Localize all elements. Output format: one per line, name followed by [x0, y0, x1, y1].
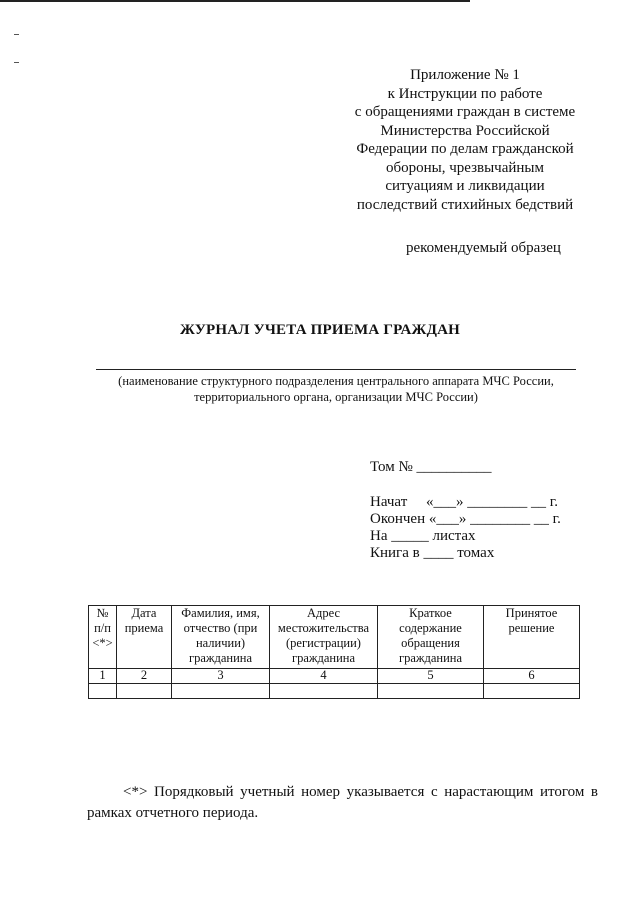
scan-mark [14, 62, 19, 63]
empty-cell [117, 684, 172, 699]
header-address: Адрес местожительства (регистрации) гражданина [270, 606, 378, 669]
empty-row [89, 684, 580, 699]
column-number: 6 [484, 669, 580, 684]
appendix-line: Приложение № 1 [410, 67, 520, 83]
empty-cell [484, 684, 580, 699]
appendix-header [330, 66, 600, 214]
journal-table [88, 605, 580, 699]
sheet-count: На _____ листах [370, 528, 476, 544]
volume-count: Книга в ____ томах [370, 545, 495, 561]
scan-mark [14, 34, 19, 35]
empty-cell [378, 684, 484, 699]
appendix-line: ситуациям и ликвидации [385, 178, 545, 194]
caption-line: (наименование структурного подразделения центрального аппарата МЧС России, [118, 374, 554, 388]
organization-name-caption [96, 373, 576, 405]
column-number: 4 [270, 669, 378, 684]
header-date: Дата приема [117, 606, 172, 669]
appendix-line: обороны, чрезвычайным [385, 159, 545, 176]
sample-note: рекомендуемый образец [406, 240, 561, 256]
header-full-name: Фамилия, имя, отчество (при наличии) гражданина [172, 606, 270, 669]
volume-number: Том № __________ [370, 459, 492, 475]
organization-name-line [96, 369, 576, 370]
appendix-line: Министерства Российской [380, 122, 550, 139]
appendix-line: последствий стихийных бедствий [356, 196, 574, 213]
appendix-line: с обращениями граждан в системе [354, 104, 576, 120]
header-number: № п/п <*> [89, 606, 117, 669]
column-number: 1 [89, 669, 117, 684]
start-date: Начат «___» ________ __ г. [370, 494, 558, 510]
end-date: Окончен «___» ________ __ г. [370, 511, 561, 527]
column-number-row [89, 669, 580, 684]
footnote: <*> Порядковый учетный номер указывается с нарастающим итогом в рамках отчетного периода. [87, 784, 598, 821]
header-summary: Краткое содержание обращения гражданина [378, 606, 484, 669]
empty-cell [270, 684, 378, 699]
column-number: 2 [117, 669, 172, 684]
document-title: ЖУРНАЛ УЧЕТА ПРИЕМА ГРАЖДАН [180, 322, 460, 338]
caption-line: территориального органа, организации МЧС России) [194, 390, 478, 404]
header-decision: Принятое решение [484, 606, 580, 669]
top-border-line [0, 0, 470, 2]
empty-cell [89, 684, 117, 699]
appendix-line: Федерации по делам гражданской [356, 141, 574, 157]
table-header-row [89, 606, 580, 669]
column-number: 3 [172, 669, 270, 684]
appendix-line: к Инструкции по работе [387, 85, 543, 102]
column-number: 5 [378, 669, 484, 684]
empty-cell [172, 684, 270, 699]
